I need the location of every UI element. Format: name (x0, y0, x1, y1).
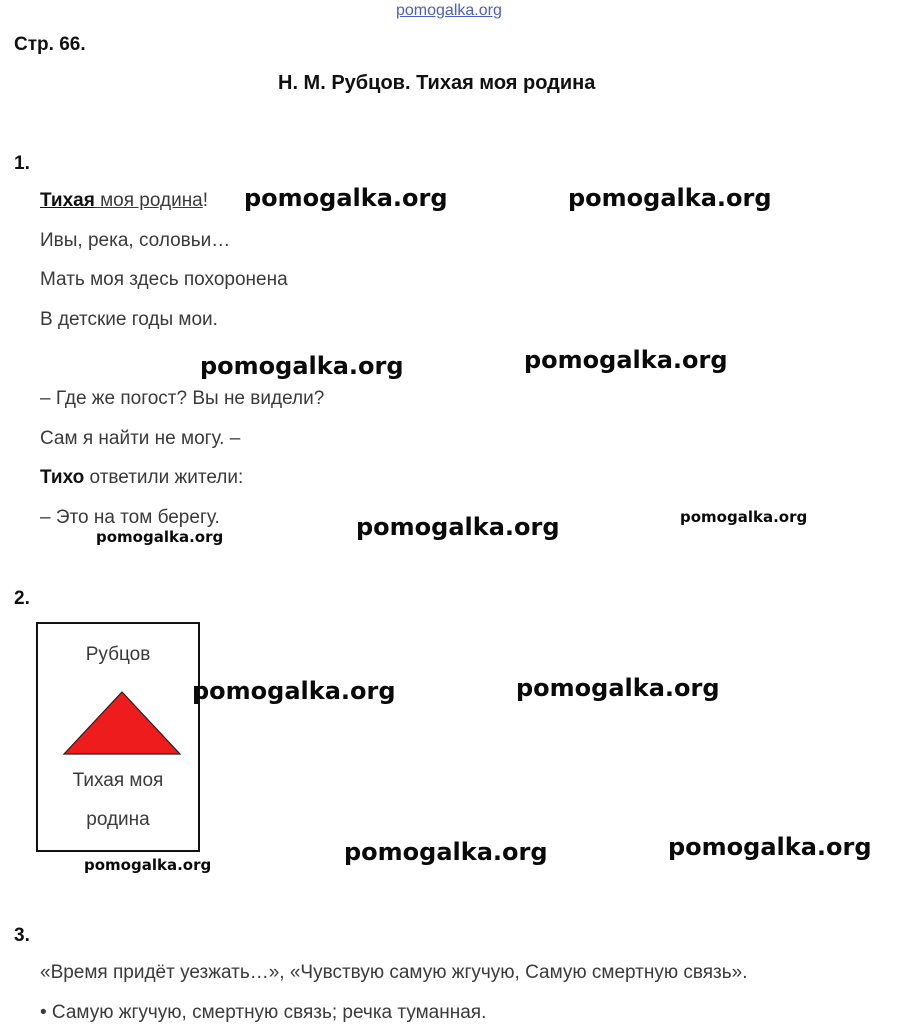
poem-line-7 (40, 467, 243, 489)
poem-line-1-rest: моя родина (94, 190, 203, 211)
watermark: pomogalka.org (524, 346, 728, 374)
book-title-line-2: родина (86, 809, 150, 830)
poem-line-1 (40, 190, 208, 212)
book-author: Рубцов (85, 644, 151, 665)
quote-answer: «Время придёт уезжать…», «Чувствую самую жгучую, Самую смертную связь». (40, 962, 748, 983)
watermark: pomogalka.org (244, 184, 448, 212)
poem-line-1-end: ! (202, 190, 209, 211)
poem-line-1-bold: Тихая (40, 190, 95, 211)
page-number: Стр. 66. (14, 34, 86, 55)
poem-line-3: Мать моя здесь похоронена (40, 269, 288, 290)
triangle-icon (62, 690, 182, 756)
bullet-answer: • Самую жгучую, смертную связь; речка туманная. (40, 1002, 487, 1023)
watermark: pomogalka.org (568, 184, 772, 212)
poem-line-5: – Где же погост? Вы не видели? (40, 388, 325, 409)
section-3-number: 3. (14, 925, 30, 946)
watermark: pomogalka.org (680, 508, 808, 526)
poem-line-7-bold: Тихо (40, 467, 85, 488)
watermark: pomogalka.org (344, 838, 548, 866)
book-title-line-1: Тихая моя (72, 770, 164, 791)
section-1-number: 1. (14, 153, 30, 174)
watermark: pomogalka.org (200, 352, 404, 380)
poem-line-4: В детские годы мои. (40, 309, 218, 330)
poem-line-7-rest: ответили жители: (84, 467, 244, 488)
site-link[interactable]: pomogalka.org (396, 2, 502, 19)
watermark: pomogalka.org (84, 856, 212, 874)
poem-line-6: Сам я найти не могу. – (40, 428, 241, 449)
watermark: pomogalka.org (516, 674, 720, 702)
poem-line-2: Ивы, река, соловьи… (40, 230, 231, 251)
section-2-number: 2. (14, 588, 30, 609)
watermark: pomogalka.org (96, 528, 224, 546)
watermark: pomogalka.org (356, 513, 560, 541)
poem-line-8: – Это на том берегу. (40, 507, 220, 528)
watermark: pomogalka.org (668, 833, 872, 861)
book-cover-model (36, 622, 200, 852)
page-title: Н. М. Рубцов. Тихая моя родина (278, 72, 596, 94)
watermark: pomogalka.org (192, 677, 396, 705)
